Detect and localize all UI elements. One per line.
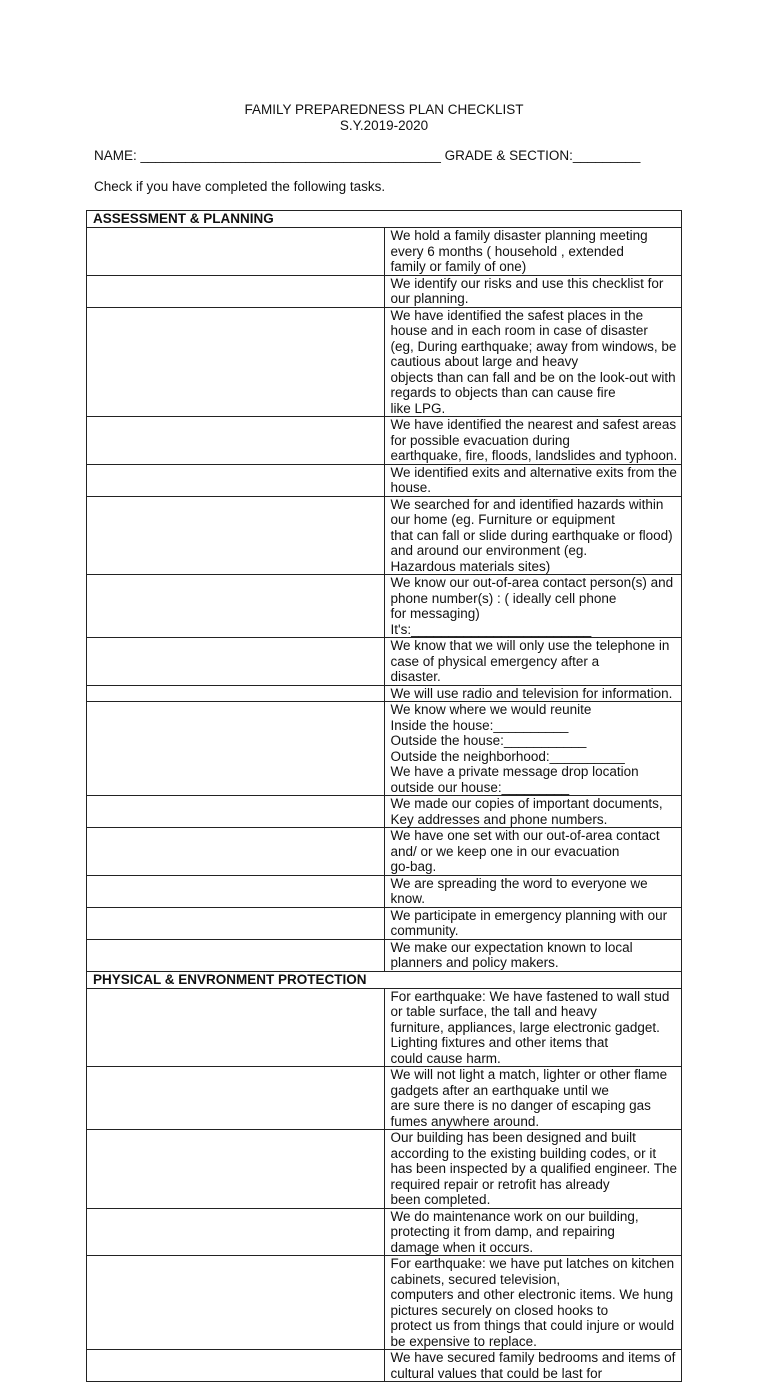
checklist-row [87, 1350, 682, 1382]
checkbox-cell[interactable] [87, 1130, 385, 1209]
checklist-table [86, 210, 682, 1382]
checklist-row [87, 575, 682, 638]
checkbox-cell[interactable] [87, 638, 385, 686]
section-heading: ASSESSMENT & PLANNING [87, 211, 682, 228]
task-text: We have secured family bedrooms and items of cultural values that could be last for [384, 1350, 682, 1382]
checklist-row [87, 939, 682, 971]
checkbox-cell[interactable] [87, 939, 385, 971]
checklist-row [87, 1067, 682, 1130]
document-title: FAMILY PREPAREDNESS PLAN CHECKLIST [244, 102, 524, 117]
checkbox-cell[interactable] [87, 464, 385, 496]
task-text: We hold a family disaster planning meeting every 6 months ( household , extended family or family of one) [384, 228, 682, 276]
checkbox-cell[interactable] [87, 1256, 385, 1350]
checklist-row [87, 702, 682, 796]
task-text: We identify our risks and use this checklist for our planning. [384, 275, 682, 307]
task-text: We are spreading the word to everyone we know. [384, 875, 682, 907]
checkbox-cell[interactable] [87, 228, 385, 276]
checkbox-cell[interactable] [87, 796, 385, 828]
checkbox-cell[interactable] [87, 1350, 385, 1382]
task-text: We will use radio and television for information. [384, 685, 682, 702]
checkbox-cell[interactable] [87, 685, 385, 702]
task-text: We have identified the safest places in the house and in each room in case of disaster (eg, During earthquake; away from windows, be cautious about large and heavy objects than can fall and be on the look-out with regards to objects than can cause fire like LPG. [384, 307, 682, 417]
checklist-row [87, 638, 682, 686]
section-header-row [87, 971, 682, 988]
name-grade-line: NAME: ________________________________________ GRADE & SECTION:_________ [94, 148, 641, 163]
school-year: S.Y.2019-2020 [339, 118, 429, 133]
task-text: We have identified the nearest and safest areas for possible evacuation during earthquake, fire, floods, landslides and typhoon. [384, 417, 682, 465]
task-text: We searched for and identified hazards within our home (eg. Furniture or equipment that can fall or slide during earthquake or flood) and around our environment (eg. Hazardous materials sites) [384, 496, 682, 575]
checkbox-cell[interactable] [87, 1208, 385, 1256]
checkbox-cell[interactable] [87, 496, 385, 575]
checklist-row [87, 417, 682, 465]
task-text: We will not light a match, lighter or other flame gadgets after an earthquake until we are sure there is no danger of escaping gas fumes anywhere around. [384, 1067, 682, 1130]
task-text: We know where we would reunite Inside the house:__________ Outside the house:___________ Outside the neighborhood:__________ We have a private message drop location outside our house:_________ [384, 702, 682, 796]
task-text: For earthquake: We have fastened to wall stud or table surface, the tall and heavy furniture, appliances, large electronic gadget. Lighting fixtures and other items that could cause harm. [384, 988, 682, 1067]
task-text: We make our expectation known to local planners and policy makers. [384, 939, 682, 971]
checkbox-cell[interactable] [87, 875, 385, 907]
checklist-row [87, 1256, 682, 1350]
task-text: We made our copies of important documents, Key addresses and phone numbers. [384, 796, 682, 828]
task-text: For earthquake: we have put latches on kitchen cabinets, secured television, computers and other electronic items. We hung pictures securely on closed hooks to protect us from things that could injure or would be expensive to replace. [384, 1256, 682, 1350]
task-text: We participate in emergency planning with our community. [384, 907, 682, 939]
checklist-row [87, 496, 682, 575]
checkbox-cell[interactable] [87, 575, 385, 638]
checkbox-cell[interactable] [87, 307, 385, 417]
instruction-text: Check if you have completed the following tasks. [94, 179, 386, 194]
checkbox-cell[interactable] [87, 907, 385, 939]
checkbox-cell[interactable] [87, 1067, 385, 1130]
checkbox-cell[interactable] [87, 417, 385, 465]
checklist-row [87, 275, 682, 307]
task-text: We know that we will only use the telephone in case of physical emergency after a disaster. [384, 638, 682, 686]
checklist-row [87, 464, 682, 496]
checklist-row [87, 228, 682, 276]
task-text: We have one set with our out-of-area contact and/ or we keep one in our evacuation go-bag. [384, 828, 682, 876]
checkbox-cell[interactable] [87, 275, 385, 307]
checklist-row [87, 1208, 682, 1256]
checkbox-cell[interactable] [87, 702, 385, 796]
checklist-row [87, 685, 682, 702]
task-text: Our building has been designed and built according to the existing building codes, or it has been inspected by a qualified engineer. The required repair or retrofit has already been completed. [384, 1130, 682, 1209]
task-text: We identified exits and alternative exits from the house. [384, 464, 682, 496]
checkbox-cell[interactable] [87, 828, 385, 876]
task-text: We do maintenance work on our building, protecting it from damp, and repairing damage when it occurs. [384, 1208, 682, 1256]
checklist-row [87, 988, 682, 1067]
task-text: We know our out-of-area contact person(s) and phone number(s) : ( ideally cell phone for messaging) It's:________________________ [384, 575, 682, 638]
checkbox-cell[interactable] [87, 988, 385, 1067]
section-header-row [87, 211, 682, 228]
checklist-row [87, 1130, 682, 1209]
checklist-row [87, 796, 682, 828]
checklist-row [87, 875, 682, 907]
section-heading: PHYSICAL & ENVRONMENT PROTECTION [87, 971, 682, 988]
checklist-row [87, 907, 682, 939]
checklist-row [87, 828, 682, 876]
checklist-row [87, 307, 682, 417]
